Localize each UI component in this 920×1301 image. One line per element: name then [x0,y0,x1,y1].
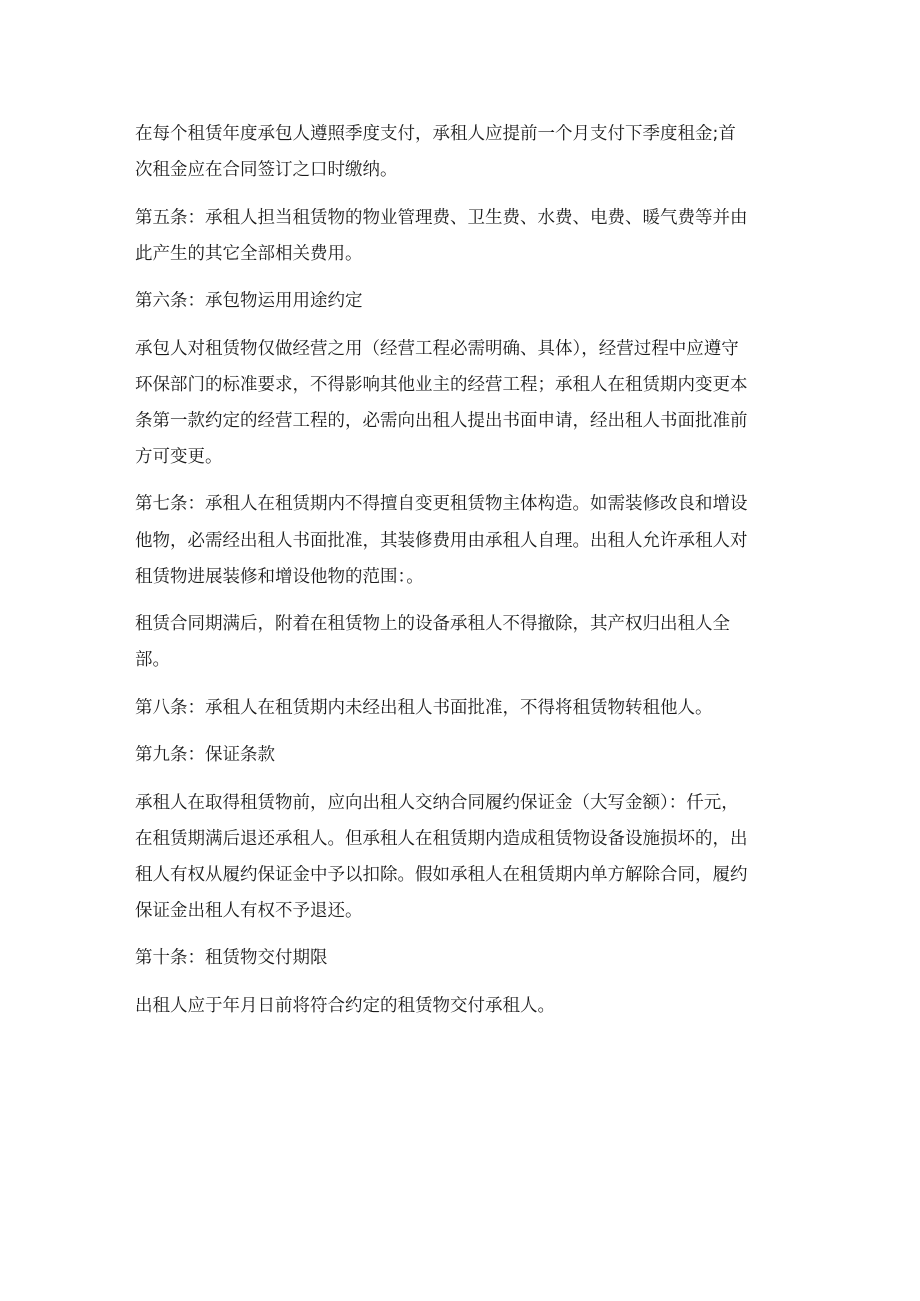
text-line: 保证金出租人有权不予退还。 [135,901,363,922]
paragraph-article-8 [135,690,785,726]
text-line: 出租人应于年月日前将符合约定的租赁物交付承租人。 [135,995,555,1016]
paragraph-usage-terms [135,331,785,476]
text-line: 条第一款约定的经营工程的，必需向出租人提出书面申请，经出租人书面批准前 [135,410,748,431]
text-line: 租赁合同期满后，附着在租赁物上的设备承租人不得撤除，其产权归出租人全 [135,614,730,635]
text-line: 第八条：承租人在租赁期内未经出租人书面批准，不得将租赁物转租他人。 [135,697,713,718]
paragraph-article-6-heading [135,283,785,319]
text-line: 环保部门的标准要求，不得影响其他业主的经营工程；承租人在租赁期内变更本 [135,374,748,395]
paragraph-rent-payment [135,116,785,188]
text-line: 次租金应在合同签订之口时缴纳。 [135,160,398,181]
paragraph-deposit-terms [135,785,785,930]
text-line: 第十条：租赁物交付期限 [135,948,328,969]
text-line: 承包人对租赁物仅做经营之用（经营工程必需明确、具体），经营过程中应遵守 [135,338,739,359]
text-line: 在每个租赁年度承包人遵照季度支付，承租人应提前一个月支付下季度租金;首 [135,124,736,144]
text-line: 承租人在取得租赁物前，应向出租人交纳合同履约保证金（大写金额）：仟元， [135,792,739,813]
text-line: 此产生的其它全部相关费用。 [135,243,363,264]
text-line: 他物，必需经出租人书面批准，其装修费用由承租人自理。出租人允许承租人对 [135,530,748,551]
text-line: 部。 [135,650,170,671]
text-line: 租赁物进展装修和增设他物的范围：。 [135,566,424,587]
paragraph-equipment-ownership [135,606,785,678]
text-line: 方可变更。 [135,447,223,468]
paragraph-article-9-heading [135,737,785,773]
document-body [135,116,785,1024]
paragraph-article-7 [135,486,785,595]
text-line: 第七条：承租人在租赁期内不得擅自变更租赁物主体构造。如需装修改良和增设 [135,494,748,515]
text-line: 第五条：承租人担当租赁物的物业管理费、卫生费、水费、电费、暖气费等并由 [135,207,748,228]
text-line: 租人有权从履约保证金中予以扣除。假如承租人在租赁期内单方解除合同，履约 [135,864,748,885]
text-line: 在租赁期满后退还承租人。但承租人在租赁期内造成租赁物设备设施损坏的，出 [135,828,748,849]
paragraph-delivery-deadline [135,988,785,1024]
text-line: 第九条：保证条款 [135,745,275,766]
paragraph-article-10-heading [135,940,785,976]
paragraph-article-5 [135,200,785,272]
text-line: 第六条：承包物运用用途约定 [135,291,363,312]
